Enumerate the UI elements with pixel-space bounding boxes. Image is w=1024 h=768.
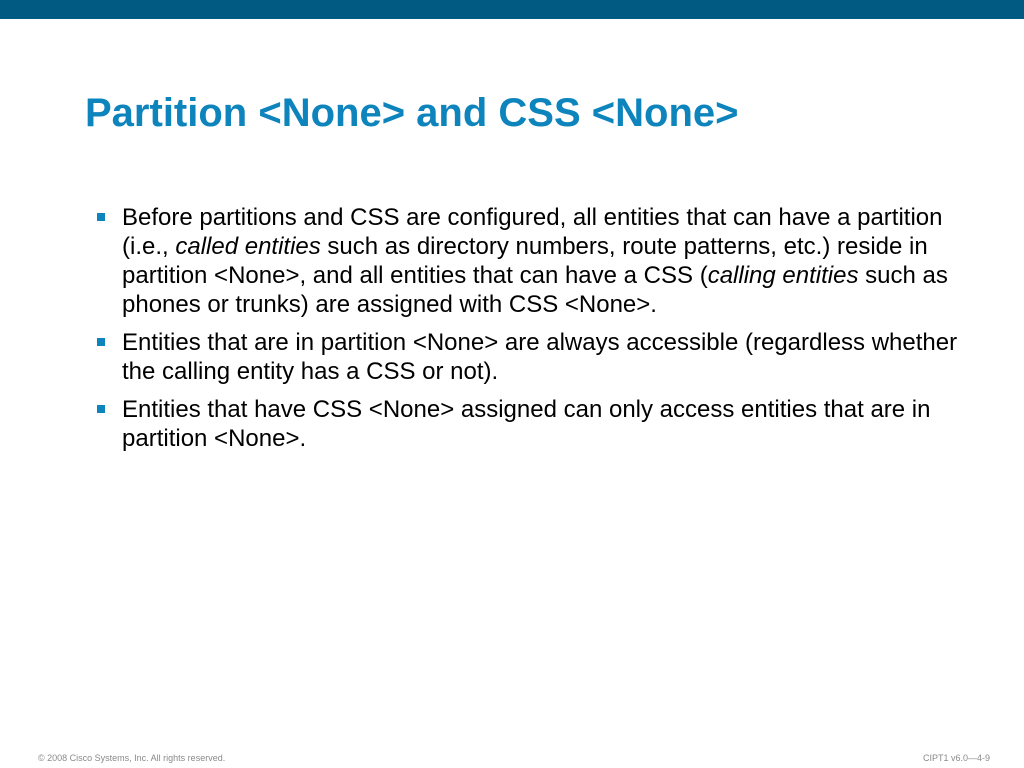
copyright-notice: © 2008 Cisco Systems, Inc. All rights reserved. <box>38 753 226 763</box>
bullet-item <box>96 328 976 386</box>
bullet-text-part: such as directory numbers, route patterns, etc.) reside in partition <None>, and all entities that can have a CSS ( <box>122 233 928 289</box>
bullet-text-part: Before partitions and CSS are configured, all entities that can have a partition (i.e., <box>122 204 943 260</box>
bullet-text-part: such as phones or trunks) are assigned with CSS <None>. <box>122 262 948 318</box>
course-code: CIPT1 v6.0—4-9 <box>922 753 990 763</box>
bullet-item <box>96 395 976 453</box>
bullet-item <box>96 203 976 319</box>
square-bullet-icon <box>97 213 105 221</box>
header-band <box>0 0 1024 19</box>
bullet-text: Entities that have CSS <None> assigned can only access entities that are in partition <None>. <box>122 396 931 452</box>
bullet-list <box>96 203 976 462</box>
bullet-emphasis: called entities <box>175 233 321 260</box>
square-bullet-icon <box>97 405 105 413</box>
bullet-text: Entities that are in partition <None> are always accessible (regardless whether the calling entity has a CSS or not). <box>122 329 958 385</box>
bullet-emphasis: calling entities <box>707 262 859 289</box>
square-bullet-icon <box>97 338 105 346</box>
slide-title: Partition <None> and CSS <None> <box>85 91 739 135</box>
